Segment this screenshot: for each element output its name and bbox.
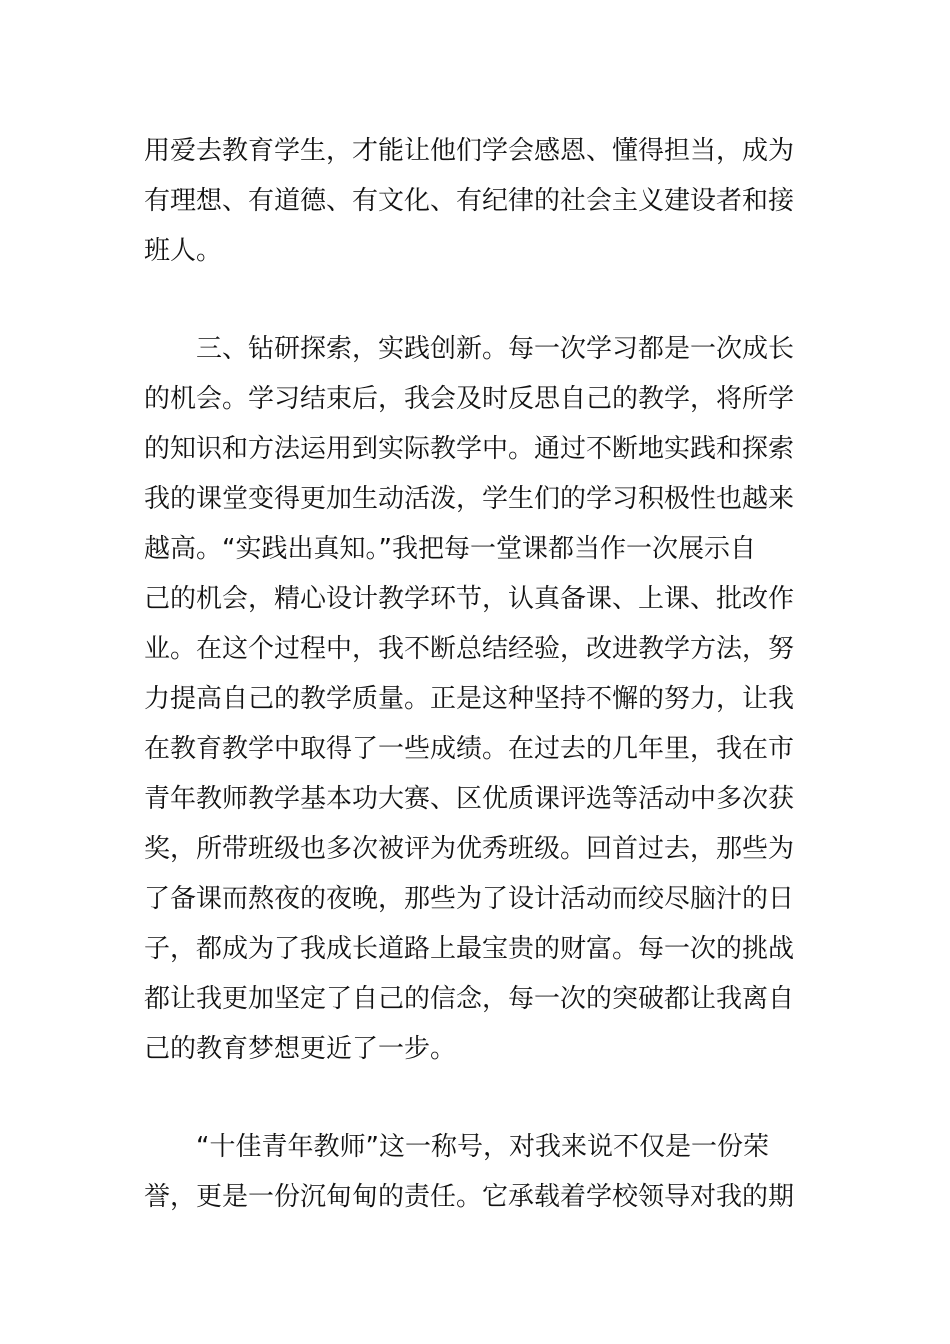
text-line: 己的教育梦想更近了一步。 [144, 1034, 457, 1064]
text-line: 誉，更是一份沉甸甸的责任。它承载着学校领导对我的期 [144, 1182, 795, 1212]
text-line: 的知识和方法运用到实际教学中。通过不断地实践和探索 [144, 434, 795, 464]
paragraph-1 [144, 126, 814, 276]
text-line: 奖，所带班级也多次被评为优秀班级。回首过去，那些为 [144, 834, 795, 864]
text-line: 我的课堂变得更加生动活泼，学生们的学习积极性也越来 [144, 484, 795, 514]
text-line: 青年教师教学基本功大赛、区优质课评选等活动中多次获 [144, 784, 795, 814]
text-line: 子，都成为了我成长道路上最宝贵的财富。每一次的挑战 [144, 934, 795, 964]
text-line: 三、钻研探索，实践创新。每一次学习都是一次成长 [196, 334, 795, 364]
text-line: 己的机会，精心设计教学环节，认真备课、上课、批改作 [144, 584, 795, 614]
paragraph-2 [144, 324, 814, 1074]
text-line: 的机会。学习结束后，我会及时反思自己的教学，将所学 [144, 384, 795, 414]
text-line: 用爱去教育学生，才能让他们学会感恩、懂得担当，成为 [144, 136, 795, 166]
text-line: 有理想、有道德、有文化、有纪律的社会主义建设者和接 [144, 186, 795, 216]
text-line: 班人。 [144, 236, 223, 266]
text-line: 都让我更加坚定了自己的信念，每一次的突破都让我离自 [144, 984, 795, 1014]
text-line: 在教育教学中取得了一些成绩。在过去的几年里，我在市 [144, 734, 795, 764]
paragraph-3 [144, 1122, 814, 1222]
text-line: “十佳青年教师”这一称号，对我来说不仅是一份荣 [196, 1132, 769, 1162]
text-line: 业。在这个过程中，我不断总结经验，改进教学方法，努 [144, 634, 795, 664]
text-line: 了备课而熬夜的夜晚，那些为了设计活动而绞尽脑汁的日 [144, 884, 795, 914]
text-line: 越高。“实践出真知。”我把每一堂课都当作一次展示自 [144, 534, 756, 564]
text-line: 力提高自己的教学质量。正是这种坚持不懈的努力，让我 [144, 684, 795, 714]
